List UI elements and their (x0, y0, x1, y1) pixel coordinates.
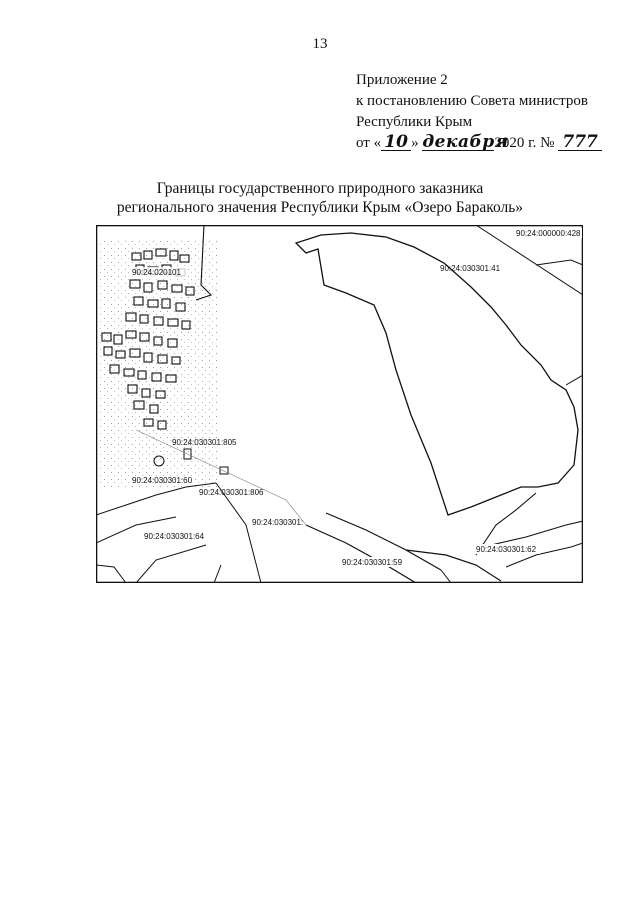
title-line-2: регионального значения Республики Крым «Озеро Бараколь» (116, 199, 524, 216)
year-and-number-label: 2020 г. № (494, 135, 555, 151)
appendix-title: Приложение 2 (356, 72, 448, 88)
date-prefix: от « (356, 135, 382, 151)
label-parcel-59: 90:24:030301:59 (342, 558, 403, 567)
handwritten-month: декабря (422, 132, 509, 152)
label-parcel-60: 90:24:030301:60 (132, 476, 193, 485)
appendix-block (356, 70, 602, 154)
handwritten-number: 777 (558, 135, 602, 151)
label-parcel-020101: 90:24:020101 (132, 268, 181, 277)
appendix-date-line (356, 133, 602, 154)
label-parcel-62: 90:24:030301:62 (476, 545, 537, 554)
page-number: 13 (312, 36, 328, 52)
label-parcel-unnumbered: 90:24:030301: (252, 518, 304, 527)
date-quote-close: » (411, 135, 419, 151)
title-line-1: Границы государственного природного заказника (156, 180, 484, 197)
cadastral-map (96, 225, 583, 583)
appendix-authority: Республики Крым (356, 114, 473, 130)
label-parcel-000000-428: 90:24:000000:428 (516, 229, 581, 238)
label-parcel-41: 90:24:030301:41 (440, 264, 501, 273)
appendix-subtitle: к постановлению Совета министров (356, 93, 588, 109)
label-parcel-64: 90:24:030301:64 (144, 532, 205, 541)
handwritten-day: 10 (381, 135, 411, 151)
label-parcel-806: 90:24:030301:806 (199, 488, 264, 497)
document-title (0, 179, 640, 217)
label-parcel-805: 90:24:030301:805 (172, 438, 237, 447)
